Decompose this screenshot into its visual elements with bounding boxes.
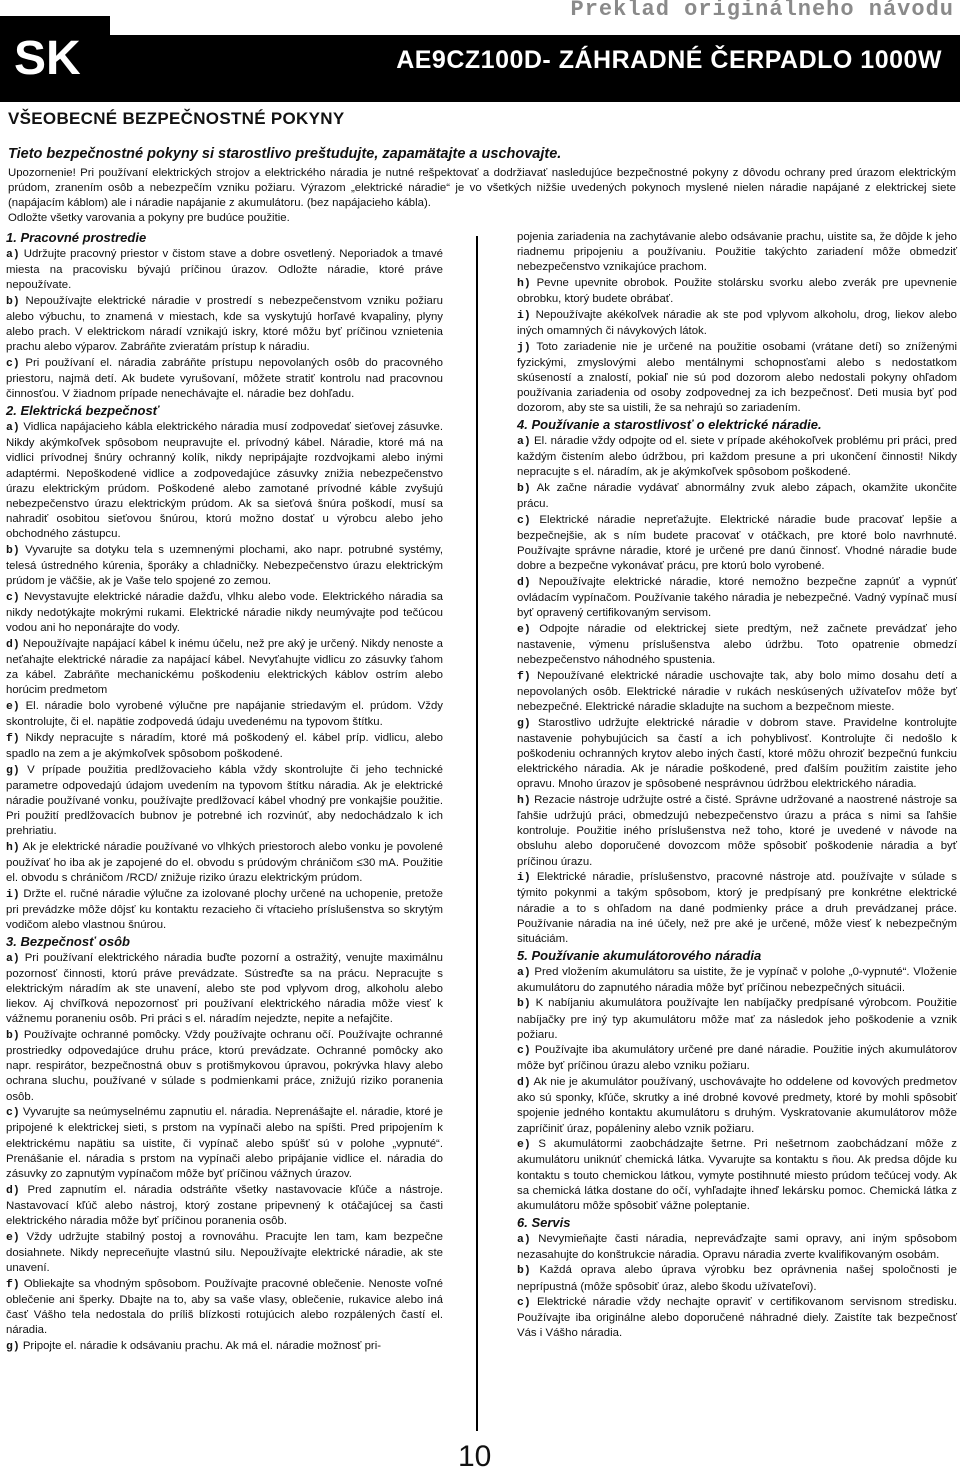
list-item	[517, 1043, 957, 1074]
list-item	[517, 481, 957, 512]
intro-paragraph: Odložte všetky varovania a pokyny pre budúce použitie.	[8, 212, 290, 224]
list-item	[6, 731, 443, 762]
item-text: El. náradie bolo vyrobené výlučne pre napájanie striedavým el. prúdom. Vždy skontrolujte, či el. napätie zodpovedá údaju uvedenému na typovom štítku.	[6, 699, 443, 729]
list-item	[6, 1339, 443, 1355]
list-item	[6, 1028, 443, 1105]
item-label: j)	[517, 341, 531, 354]
item-label: a)	[517, 435, 531, 448]
section-title: 2. Elektrická bezpečnosť	[6, 403, 159, 419]
list-item	[517, 870, 957, 947]
list-item	[6, 294, 443, 356]
item-text: Obliekajte sa vhodným spôsobom. Používajte pracovné oblečenie. Nenoste voľné oblečenie ani šperky. Dbajte na to, aby sa vaše vlasy, oblečenie, rukavice alebo iná časť Vášho tela nedostala do príliš blízkosti rotujúcich alebo rozpálených častí el. náradia.	[6, 1277, 443, 1336]
item-label: i)	[6, 888, 20, 901]
item-label: b)	[517, 998, 531, 1011]
list-item	[6, 590, 443, 636]
item-label: d)	[6, 638, 20, 651]
list-item	[6, 951, 443, 1028]
item-label: c)	[517, 1045, 531, 1058]
item-label: d)	[6, 1184, 20, 1197]
section-title: 4. Používanie a starostlivosť o elektrické náradie.	[517, 416, 822, 432]
item-label: a)	[517, 1233, 531, 1246]
list-item	[517, 716, 957, 793]
list-item	[6, 247, 443, 293]
item-label: e)	[517, 1139, 531, 1152]
item-label: i)	[517, 872, 531, 885]
item-label: b)	[6, 295, 20, 308]
header-bar	[0, 0, 960, 102]
item-text: Pred zapnutím el. náradia odstráňte všetky nastavovacie kľúče a nástroje. Nastavovací kľúč alebo nástroj, ktorý zostane pripevnený k otáčajúcej sa časti elektrického náradia môže byť príčinou poranenia osôb.	[6, 1183, 443, 1227]
item-text: pojenia zariadenia na zachytávanie alebo odsávanie prachu, uistite sa, že dôjde k jeho riadnemu pripojeniu a používaniu. Použitie takýchto zariadení môže obmedziť nebezpečenstvo vznikajúce prachom.	[517, 231, 957, 274]
item-text: Nepoužívajte elektrické náradie v prostredí s nebezpečenstvom vzniku požiaru alebo výbuchu, to znamená v miestach, kde sa vyskytujú horľavé kvapaliny, plyny alebo prach. V elektrickom náradí vznikajú iskry, ktoré môžu byť príčinou vznietenia prachu alebo výparov. Zabráňte zvieratám prístup k náradiu.	[6, 294, 443, 354]
item-text: El. náradie vždy odpojte od el. siete v prípade akéhokoľvek problému pri práci, pred každým čistením alebo údržbou, pri každom presune a pri ukončení činnosti! Nikdy nepracujte s el. náradím, ak je akýmkoľvek spôsobom poškodené.	[517, 434, 957, 479]
language-code-badge: SK	[0, 16, 110, 102]
item-text: Udržujte pracovný priestor v čistom stave a dobre osvetlený. Neporiadok a tmavé miesta na pracovisku bývajú príčinou úrazov. Odložte náradie, ktoré práve nepoužívate.	[6, 248, 443, 292]
list-item	[6, 763, 443, 840]
item-text: Toto zariadenie nie je určené na použitie osobami (vrátane detí) so zníženými fyzickými, zmyslovými alebo mentálnymi schopnosťami alebo s nedostatkom skúseností a znalostí, pokiaľ nie sú pod dozorom alebo nedostali pokyny ohľadom používania zariadenia od osoby zodpovednej za ich bezpečnosť. Deti musia byť pod dozorom, aby ste sa uistili, že sa nehrajú so zariadením.	[517, 340, 957, 415]
paragraph	[517, 230, 957, 275]
item-text: Pred vložením akumulátoru sa uistite, že je vypínač v polohe „0-vypnuté“. Vloženie akumulátoru do zapnutého náradia môže byť príčinou nebezpečných situácii.	[517, 965, 957, 994]
item-label: b)	[517, 482, 531, 495]
item-text: Nevymieňajte časti náradia, nepreváďzajte sami opravy, ani iným spôsobom nezasahujte do konštrukcie náradia. Opravu náradia zverte kvalifikovaným osobám.	[517, 1232, 957, 1261]
item-text: Pevne upevnite obrobok. Použite stolársku svorku alebo zverák pre upevnenie obrobku, ktorý budete obrábať.	[517, 276, 957, 306]
list-item	[517, 308, 957, 339]
list-item	[6, 840, 443, 886]
list-item	[517, 1263, 957, 1294]
section-heading: VŠEOBECNÉ BEZPEČNOSTNÉ POKYNY	[8, 109, 345, 128]
item-text: Rezacie nástroje udržujte ostré a čisté. Správne udržované a naostrené nástroje sa ľahšie udržujú práci, obmedzujú nebezpečenstvo úrazu a práca s nimi sa ľahšie kontroluje. Použitie iného príslušenstva než toho, ktoré je uvedené v návode na obsluhu alebo doporučené dovozcom môže spôsobiť poškodenie náradia a byť príčinou úrazu.	[517, 793, 957, 868]
list-item	[517, 1075, 957, 1137]
item-label: d)	[517, 1077, 531, 1090]
right-column	[517, 230, 957, 1342]
item-text: Každá oprava alebo úprava výrobku bez oprávnenia našej spoločnosti je neprípustná (môže spôsobiť úraz, alebo škodu užívateľovi).	[517, 1264, 957, 1293]
list-item	[6, 1277, 443, 1339]
item-text: Elektrické náradie vždy nechajte opraviť v certifikovanom servisnom stredisku. Používajte iba originálne alebo doporučené náhradné diely. Zaistíte tak bezpečnosť Vás i Vášho náradia.	[517, 1296, 957, 1340]
section-title: 3. Bezpečnosť osôb	[6, 933, 130, 949]
list-item	[517, 622, 957, 668]
intro-paragraph: Upozornenie! Pri používaní elektrických strojov a elektrického náradia je nutné rešpektovať a dodržiavať nasledujúce bezpečnostné pokyny z dôvodu ochrany pred úrazom elektrickým prúdom, zranením osôb a nebezpečím vzniku požiaru. Výrazom „elektrické náradie“ je vo všetkých nižšie uvedených pokynoch myslené nielen náradie napájané z elektrickej siete (napájacím káblom) ale i náradie napájanie z akumulátoru. (bez napájacieho kábla).	[8, 167, 956, 209]
item-label: c)	[6, 591, 20, 604]
item-label: f)	[517, 670, 531, 683]
item-label: a)	[6, 249, 20, 261]
item-label: a)	[517, 966, 531, 979]
item-text: Nepoužívajte napájací kábel k inému účelu, než pre aký je určený. Nikdy nenoste a neťahajte elektrické náradie za napájací kábel. Nevyťahujte vidlicu zo zásuvky ťahom za kábel. Zabráňte mechanickému poškodeniu elektrických káblov ostrím alebo horúcim predmetom	[6, 637, 443, 697]
list-item	[517, 996, 957, 1042]
item-label: h)	[517, 794, 531, 807]
left-column	[6, 230, 443, 1355]
item-text: Vyvarujte sa dotyku tela s uzemnenými plochami, ako napr. potrubné systémy, telesá ústredného kúrenia, šporáky a chladničky. Nebezpečenstvo úrazu elektrickým prúdom je väčšie, ak je Vaše telo spojené zo zemou.	[6, 543, 443, 588]
item-label: a)	[6, 422, 20, 435]
list-item	[517, 669, 957, 715]
item-label: c)	[6, 358, 20, 371]
item-label: b)	[517, 1265, 531, 1278]
list-item	[517, 434, 957, 480]
item-label: h)	[517, 277, 531, 290]
item-text: Nikdy nepracujte s náradím, ktoré má poškodený el. kábel príp. vidlicu, alebo spadlo na zem a je akýmkoľvek spôsobom poškodené.	[6, 731, 443, 760]
item-text: Starostlivo udržujte elektrické náradie v dobrom stave. Pravidelne kontrolujte nastavenie pohybujúcich sa častí a ich pohyblivosť. Kontrolujte či nedošlo k poškodeniu ochranných krytov alebo iných častí, ktoré môžu ohroziť bezpečnú funkciu elektrického náradia. Ak je náradie poškodené, pred ďalším použitím zaistite jeho opravu. Mnoho úrazov je spôsobené nesprávnou údržbou elektrického náradia.	[517, 716, 957, 791]
item-text: Pripojte el. náradie k odsávaniu prachu. Ak má el. náradie možnosť pri-	[19, 1339, 382, 1352]
list-item	[517, 340, 957, 417]
list-item	[517, 513, 957, 575]
item-text: Elektrické náradie nepreťažujte. Elektrické náradie bude pracovať lepšie a bezpečnejšie, ak s ním budete pracovať v otáčkach, pre ktoré bolo navrhnuté. Používajte správne náradie, ktoré je určené pre danú činnosť. Vhodné náradie bude dobre a bezpečne vykonávať prácu, pre ktorú bolo vyrobené.	[517, 513, 957, 573]
item-label: g)	[6, 1340, 20, 1353]
item-label: e)	[517, 623, 531, 636]
list-item	[517, 1137, 957, 1214]
item-label: f)	[6, 732, 20, 745]
item-text: Ak začne náradie vydávať abnormálny zvuk alebo zápach, okamžite ukončite prácu.	[517, 481, 957, 510]
item-text: Nepoužívajte elektrické náradie, ktoré nemožno bezpečne zapnúť a vypnúť ovládacím vypínačom. Používanie takého náradia je nebezpečné. Vadný vypínač musí byť opravený certifikovaným servisom.	[517, 575, 957, 620]
item-text: Ak nie je akumulátor používaný, uschovávajte ho oddelene od kovových predmetov ako sú sponky, kľúče, skrutky a iné drobné kovové predmety, ktoré by mohli spôsobiť spojenie jedného kontaktu akumulátoru s druhým. Vyskratovanie akumulátorov môže zapríčiniť úraz, popáleniny alebo vznik požiaru.	[517, 1076, 957, 1135]
item-label: f)	[6, 1278, 20, 1291]
item-text: Pri používaní elektrického náradia buďte pozorní a ostražitý, venujte maximálnu pozornosť činnosti, ktorú práve prevádzate. Sústreďte sa na prácu. Nepracujte s elektrickým náradím ak ste unavení, alebo ste pod vplyvom drog, alkoholu alebo liekov. Aj chvíľková nepozornosť pri používaní elektrického náradia môže viesť k vážnemu poraneniu osôb. Pri práci s el. náradím nejedzte, nepite a nefajčite.	[6, 951, 443, 1026]
item-label: e)	[6, 1231, 20, 1244]
list-item	[6, 1230, 443, 1276]
intro-text	[8, 166, 956, 226]
item-text: Používajte ochranné pomôcky. Vždy používajte ochranu očí. Používajte ochranné prostriedky odpovedajúce druhu práce, ktorú prevádzate. Ochranné pomôcky ako napr. respirátor, bezpečnostná obuv s protišmykovou úpravou, pokrývka hlavy alebo ochrana sluchu, používané v súlade s podmienkami práce, znižujú riziko poranenia osôb.	[6, 1029, 443, 1103]
list-item	[6, 1105, 443, 1182]
item-text: Držte el. ručné náradie výlučne za izolované plochy určené na uchopenie, pretože pri prevádzke môže dôjsť ku kontaktu rezacieho či vŕtacieho príslušenstva so skrytým vodičom alebo vlastnou šnúrou.	[6, 887, 443, 932]
list-item	[6, 543, 443, 589]
list-item	[517, 965, 957, 996]
list-item	[6, 1183, 443, 1229]
list-item	[517, 276, 957, 307]
item-text: K nabíjaniu akumulátora používajte len nabíjačky predpísané výrobcom. Použitie nabíjačky pre iný typ akumulátoru môže mať za následok jeho poškodenie a vznik požiaru.	[517, 997, 957, 1041]
item-text: Nevystavujte elektrické náradie dažďu, vlhku alebo vode. Elektrického náradia sa nikdy nedotýkajte mokrými rukami. Elektrické náradie nikdy neumývajte pod tečúcou vodou ani ho neponárajte do vody.	[6, 590, 443, 635]
item-label: g)	[6, 764, 20, 777]
item-label: g)	[517, 717, 531, 730]
document-title: AE9CZ100D- ZÁHRADNÉ ČERPADLO 1000W	[110, 35, 960, 102]
item-label: c)	[6, 1107, 20, 1120]
translation-note: Preklad originálneho návodu	[570, 0, 954, 22]
section-title: 6. Servis	[517, 1214, 571, 1230]
list-item	[517, 575, 957, 621]
list-item	[6, 420, 443, 542]
item-text: Vždy udržujte stabilný postoj a rovnováhu. Pracujte len tam, kam bezpečne dosiahnete. Nikdy nepreceňujte vlastnú silu. Nepoužívajte elektrické náradie, ak ste unavení.	[6, 1230, 443, 1274]
item-text: Odpojte náradie od elektrickej siete predtým, než začnete prevádzať jeho nastavenie, výmenu príslušenstva alebo údržbu. Toto opatrenie obmedzí nebezpečenstvo náhodného spustenia.	[517, 622, 957, 667]
item-text: Pri používaní el. náradia zabráňte prístupu nepovolaných osôb do pracovného priestoru, najmä detí. Ak budete vyrušovaní, môžete stratiť kontrolu nad pracovnou činnosťou. V žiadnom prípade nenechávajte el. náradie bez dohľadu.	[6, 357, 443, 401]
item-label: c)	[517, 514, 531, 527]
column-divider	[476, 236, 478, 1431]
item-label: i)	[517, 309, 531, 322]
item-label: b)	[6, 1030, 20, 1042]
item-label: e)	[6, 700, 20, 713]
item-text: S akumulátormi zaobchádzajte šetrne. Pri nešetrnom zaobchádzaní môže z akumulátoru uniknúť chemická látka. Vyvarujte sa kontaktu s ňou. Ak predsa dôjde ku kontaktu s touto chemickou látkou, vymyte postihnuté miesto prúdom tečúcej vody. Ak sa chemická látka dostane do očí, vyhľadajte ihneď lekársku pomoc. Chemická látka z akumulátoru môže spôsobiť vážne poleptanie.	[517, 1138, 957, 1212]
list-item	[517, 1295, 957, 1341]
page-number: 10	[458, 1440, 492, 1473]
subtitle: Tieto bezpečnostné pokyny si starostlivo preštudujte, zapamätajte a uschovajte.	[8, 146, 562, 162]
section-title: 1. Pracovné prostredie	[6, 230, 147, 245]
list-item	[6, 699, 443, 730]
item-label: b)	[6, 544, 20, 557]
item-label: a)	[6, 952, 20, 965]
item-text: Elektrické náradie, príslušenstvo, pracovné nástroje atd. používajte v súlade s týmito pokynmi a takým spôsobom, ktorý je predpísaný pre konkrétne elektrické náradie a to s ohľadom na dané podmienky práce a druh prevádzanej práce. Používanie náradia na iné účely, než pre aké je určené, môže viesť k nebezpečným situáciám.	[517, 871, 957, 945]
list-item	[517, 793, 957, 870]
item-text: Nepoužívajte akékoľvek náradie ak ste pod vplyvom alkoholu, drog, liekov alebo iných omamných či návykových látok.	[517, 308, 957, 337]
item-text: Vidlica napájacieho kábla elektrického náradia musí zodpovedať sieťovej zásuvke. Nikdy akýmkoľvek spôsobom neupravujte el. prívodný kábel. Náradie, ktoré má na vidlici prívodnej šnúry ochranný kolík, nikdy nepripájajte rozdvojkami alebo inými adaptérmi. Nepoškodené vidlice a zodpovedajúce zásuvky znižia nebezpečenstvo úrazu elektrickým prúdom. Poškodené alebo zamotané prívodné káble zvyšujú nebezpečenstvo úrazu elektrickým prúdom. Ak sa sieťová šnúra poškodí, musí sa nahradiť osobitou sieťovou šnúrou, ktorú možno dostať u výrobcu alebo jeho obchodného zástupcu.	[6, 421, 443, 541]
item-label: h)	[6, 841, 20, 854]
item-text: Ak je elektrické náradie používané vo vlhkých priestoroch alebo vonku je povolené používať ho iba ak je zapojené do el. obvodu s prúdovým chráničom ≤30 mA. Použitie el. obvodu s chráničom /RCD/ znižuje riziko úrazu elektrickým prúdom.	[6, 840, 443, 885]
section-title: 5. Používanie akumulátorového náradia	[517, 947, 762, 963]
item-text: Vyvarujte sa neúmyselnému zapnutiu el. náradia. Neprenášajte el. náradie, ktoré je pripojené k elektrickej sieti, s prstom na vypínači alebo na spíšti. Pred pripojením k elektrickému napätiu sa uistite, či vypínač alebo spúšť sú v polohe „vypnuté“. Prenášanie el. náradia s prstom na vypínači alebo pripájanie vidlice el. náradia do zásuvky zo zapnutým vypínačom môže byť príčinou vážnych úrazov.	[6, 1106, 443, 1180]
item-label: c)	[517, 1297, 531, 1310]
list-item	[6, 356, 443, 402]
item-text: Nepoužívané elektrické náradie uschovajte tak, aby bolo mimo dosahu detí a nepovolaných osôb. Elektrické náradie v rukách neskúsených užívateľov môže byť nebezpečné. Elektrické náradie skladujte na suchom a bezpečnom mieste.	[517, 669, 957, 714]
list-item	[517, 1232, 957, 1263]
list-item	[6, 637, 443, 699]
list-item	[6, 887, 443, 933]
item-text: Používajte iba akumulátory určené pre dané náradie. Použitie iných akumulátorov môže byť príčinou úrazu alebo vzniku požiaru.	[517, 1044, 957, 1073]
item-text: V prípade použitia predlžovacieho kábla vždy skontrolujte či jeho technické parametre odpovedajú údajom uvedením na typovom štítku náradia. Ak je elektrické náradie používané vonku, používajte predlžovací kábel vhodný pre vonkajšie použitie. Pri použití predlžovacích bubnov je potrebné ich rozvinúť, aby nedochádzalo k ich prehriatiu.	[6, 763, 443, 838]
item-label: d)	[517, 576, 531, 589]
